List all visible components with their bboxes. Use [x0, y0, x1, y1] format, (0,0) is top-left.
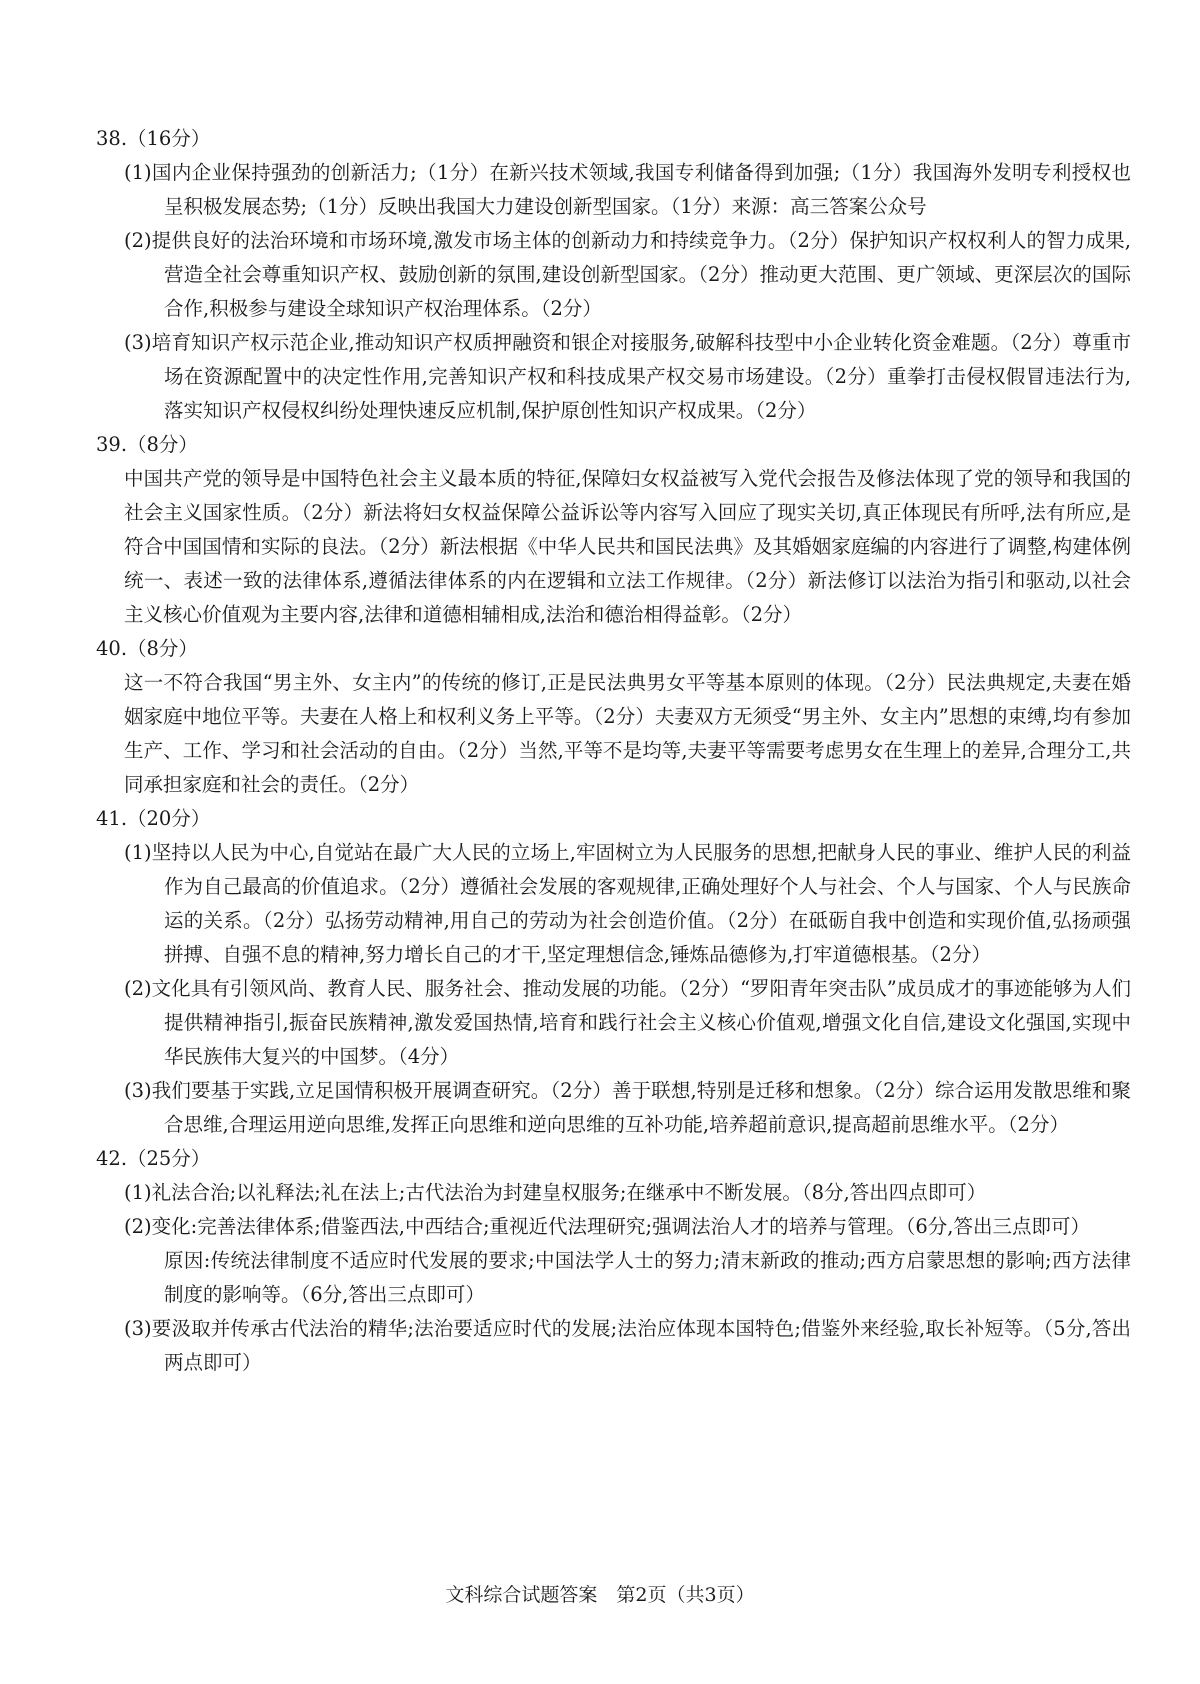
question-41-item-3: (3)我们要基于实践,立足国情积极开展调查研究。（2分）善于联想,特别是迁移和想象。（2分）综合运用发散思维和聚合思维,合理运用逆向思维,发挥正向思维和逆向思维的互补功能,培养超前意识,提高超前思维水平。（2分） — [124, 1079, 1131, 1136]
question-39-body: 中国共产党的领导是中国特色社会主义最本质的特征,保障妇女权益被写入党代会报告及修法体现了党的领导和我国的社会主义国家性质。（2分）新法将妇女权益保障公益诉讼等内容写入回应了现实关切,真正体现民有所呼,法有所应,是符合中国国情和实际的良法。（2分）新法根据《中华人民共和国民法典》及其婚姻家庭编的内容进行了调整,构建体例统一、表述一致的法律体系,遵循法律体系的内在逻辑和立法工作规律。（2分）新法修订以法治为指引和驱动,以社会主义核心价值观为主要内容,法律和道德相辅相成,法治和德治相得益彰。（2分） — [124, 467, 1131, 626]
question-38-item-1: (1)国内企业保持强劲的创新活力;（1分）在新兴技术领域,我国专利储备得到加强;（1分）我国海外发明专利授权也呈积极发展态势;（1分）反映出我国大力建设创新型国家。（1分）来源：高三答案公众号 — [124, 161, 1131, 218]
question-42-item-1: (1)礼法合治;以礼释法;礼在法上;古代法治为封建皇权服务;在继承中不断发展。（8分,答出四点即可） — [124, 1181, 987, 1204]
question-39 — [96, 428, 1131, 632]
question-41-item-2: (2)文化具有引领风尚、教育人民、服务社会、推动发展的功能。（2分）“罗阳青年突击队”成员成才的事迹能够为人们提供精神指引,振奋民族精神,激发爱国热情,培育和践行社会主义核心价值观,增强文化自信,建设文化强国,实现中华民族伟大复兴的中国梦。（4分） — [124, 977, 1131, 1068]
question-41-header: 41.（20分） — [96, 807, 211, 830]
question-38 — [96, 122, 1131, 428]
question-42-header: 42.（25分） — [96, 1147, 211, 1170]
question-41-item-1: (1)坚持以人民为中心,自觉站在最广大人民的立场上,牢固树立为人民服务的思想,把献身人民的事业、维护人民的利益作为自己最高的价值追求。（2分）遵循社会发展的客观规律,正确处理好个人与社会、个人与国家、个人与民族命运的关系。（2分）弘扬劳动精神,用自己的劳动为社会创造价值。（2分）在砥砺自我中创造和实现价值,弘扬顽强拼搏、自强不息的精神,努力增长自己的才干,坚定理想信念,锤炼品德修为,打牢道德根基。（2分） — [124, 841, 1131, 966]
question-42 — [96, 1142, 1131, 1380]
question-40 — [96, 632, 1131, 802]
question-38-item-3: (3)培育知识产权示范企业,推动知识产权质押融资和银企对接服务,破解科技型中小企业转化资金难题。（2分）尊重市场在资源配置中的决定性作用,完善知识产权和科技成果产权交易市场建设。（2分）重拳打击侵权假冒违法行为,落实知识产权侵权纠纷处理快速反应机制,保护原创性知识产权成果。（2分） — [124, 331, 1131, 422]
question-42-item-2: (2)变化:完善法律体系;借鉴西法,中西结合;重视近代法理研究;强调法治人才的培养与管理。（6分,答出三点即可） — [124, 1215, 1090, 1238]
question-42-item-2-reasons: 原因:传统法律制度不适应时代发展的要求;中国法学人士的努力;清末新政的推动;西方启蒙思想的影响;西方法律制度的影响等。（6分,答出三点即可） — [164, 1249, 1131, 1306]
question-39-header: 39.（8分） — [96, 433, 198, 456]
question-41 — [96, 802, 1131, 1142]
question-38-header: 38.（16分） — [96, 127, 211, 150]
question-42-item-3: (3)要汲取并传承古代法治的精华;法治要适应时代的发展;法治应体现本国特色;借鉴外来经验,取长补短等。（5分,答出两点即可） — [124, 1317, 1131, 1374]
answer-page — [96, 122, 1131, 1380]
question-40-header: 40.（8分） — [96, 637, 198, 660]
question-38-item-2: (2)提供良好的法治环境和市场环境,激发市场主体的创新动力和持续竞争力。（2分）保护知识产权权利人的智力成果,营造全社会尊重知识产权、鼓励创新的氛围,建设创新型国家。（2分）推动更大范围、更广领域、更深层次的国际合作,积极参与建设全球知识产权治理体系。（2分） — [124, 229, 1131, 320]
question-40-body: 这一不符合我国“男主外、女主内”的传统的修订,正是民法典男女平等基本原则的体现。（2分）民法典规定,夫妻在婚姻家庭中地位平等。夫妻在人格上和权利义务上平等。（2分）夫妻双方无须受“男主外、女主内”思想的束缚,均有参加生产、工作、学习和社会活动的自由。（2分）当然,平等不是均等,夫妻平等需要考虑男女在生理上的差异,合理分工,共同承担家庭和社会的责任。（2分） — [124, 671, 1131, 796]
page-footer: 文科综合试题答案 第2页（共3页） — [445, 1584, 755, 1606]
